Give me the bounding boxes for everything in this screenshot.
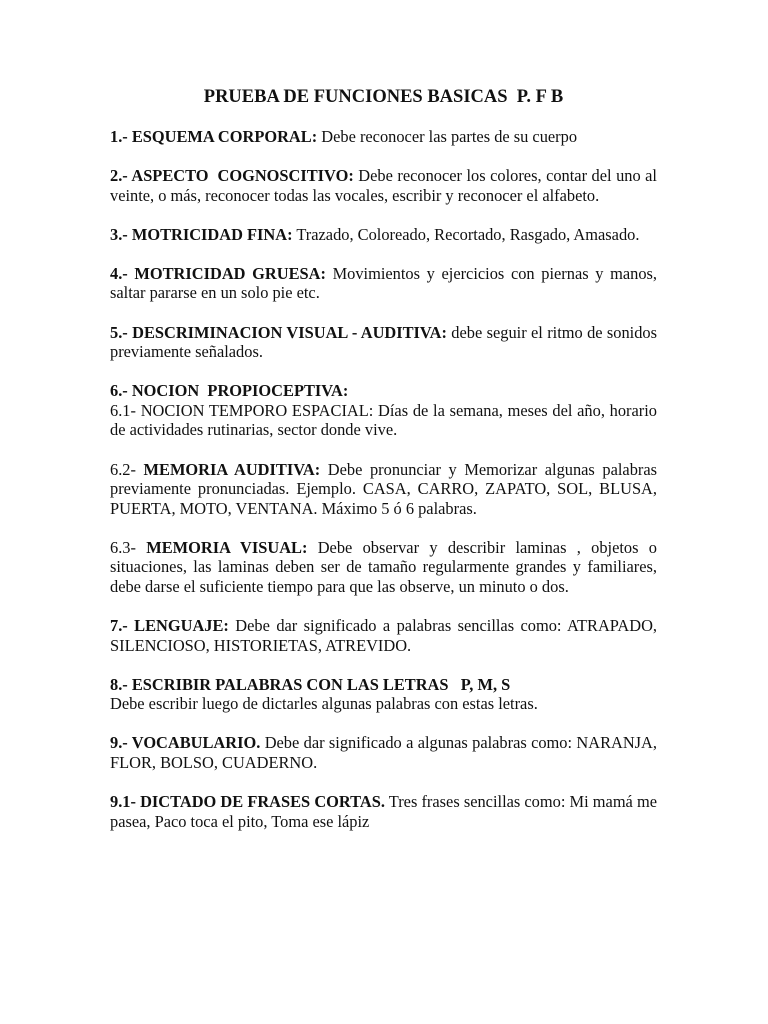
section-aspecto-cognoscitivo xyxy=(110,166,657,205)
section-nocion-propioceptiva xyxy=(110,381,657,440)
section-text: Trazado, Coloreado, Recortado, Rasgado, Amasado. xyxy=(292,224,640,244)
section-heading: 6.- NOCION PROPIOCEPTIVA: xyxy=(110,381,349,401)
section-dictado-frases xyxy=(110,792,657,831)
section-memoria-auditiva xyxy=(110,460,657,519)
section-text: Debe dar significado a palabras sencillas como: ATRAPADO, SILENCIOSO, HISTORIETAS, ATREVIDO. xyxy=(110,616,657,655)
section-heading: MEMORIA VISUAL: xyxy=(146,537,308,557)
section-text: debe seguir el ritmo de sonidos previamente señalados. xyxy=(110,322,657,362)
document-title: PRUEBA DE FUNCIONES BASICAS P. F B xyxy=(203,87,564,107)
section-text: Movimientos y ejercicios con piernas y manos, saltar pararse en un solo pie etc. xyxy=(110,263,657,303)
section-text: Tres frases sencillas como: Mi mamá me pasea, Paco toca el pito, Toma ese lápiz xyxy=(110,792,658,831)
section-heading: 8.- ESCRIBIR PALABRAS CON LAS LETRAS P, M, S xyxy=(110,674,511,694)
section-motricidad-gruesa xyxy=(110,264,657,303)
document-page xyxy=(110,86,657,851)
section-motricidad-fina xyxy=(110,225,657,245)
section-vocabulario xyxy=(110,733,657,772)
section-heading: 3.- MOTRICIDAD FINA: xyxy=(110,224,293,244)
section-subitem: 6.1- NOCION TEMPORO ESPACIAL: Días de la semana, meses del año, horario de actividades rutinarias, sector donde vive. xyxy=(110,400,657,440)
section-lenguaje xyxy=(110,616,657,655)
section-text: Debe reconocer las partes de su cuerpo xyxy=(317,127,578,146)
section-memoria-visual xyxy=(110,538,657,597)
section-prefix: 6.2- xyxy=(110,459,144,479)
section-heading: 2.- ASPECTO COGNOSCITIVO: xyxy=(110,166,354,186)
section-heading: 1.- ESQUEMA CORPORAL: xyxy=(110,127,318,146)
section-heading: 9.- VOCABULARIO. xyxy=(110,733,261,753)
section-esquema-corporal xyxy=(110,127,657,147)
section-discriminacion xyxy=(110,323,657,362)
section-subitem: Debe escribir luego de dictarles algunas palabras con estas letras. xyxy=(110,694,538,714)
section-heading: MEMORIA AUDITIVA: xyxy=(143,459,321,479)
section-heading: 7.- LENGUAJE: xyxy=(110,616,229,636)
section-text: Debe pronunciar y Memorizar algunas palabras previamente pronunciadas. Ejemplo. CASA, CARRO, ZAPATO, SOL, BLUSA, PUERTA, MOTO, VENTANA. Máximo 5 ó 6 palabras. xyxy=(110,459,657,518)
section-text: Debe dar significado a algunas palabras como: NARANJA, FLOR, BOLSO, CUADERNO. xyxy=(110,733,657,773)
section-text: Debe reconocer los colores, contar del uno al veinte, o más, reconocer todas las vocales, escribir y reconocer el alfabeto. xyxy=(110,166,657,205)
section-prefix: 6.3- xyxy=(110,537,147,557)
section-heading: 5.- DESCRIMINACION VISUAL - AUDITIVA: xyxy=(110,322,447,342)
section-text: Debe observar y describir laminas , objetos o situaciones, las laminas deben ser de tamaño regularmente grandes y familiares, debe darse el suficiente tiempo para que las observe, un minuto o dos. xyxy=(110,537,657,596)
section-heading: 4.- MOTRICIDAD GRUESA: xyxy=(110,263,326,283)
section-escribir-palabras xyxy=(110,675,657,714)
section-heading: 9.1- DICTADO DE FRASES CORTAS. xyxy=(110,792,385,812)
